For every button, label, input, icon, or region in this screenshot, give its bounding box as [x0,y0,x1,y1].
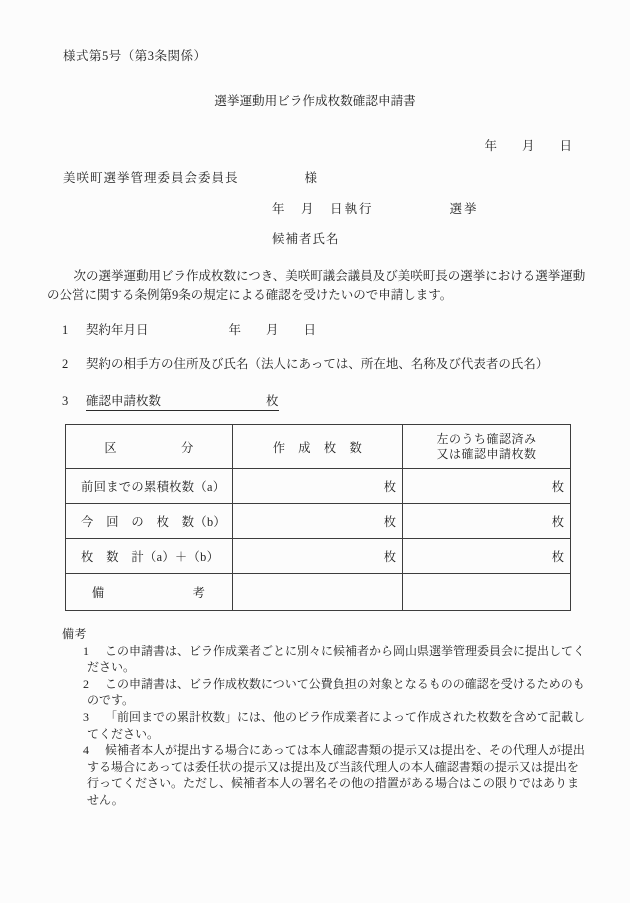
item-contract-date [62,320,316,338]
note-item-4 [62,742,587,808]
counts-table [65,424,571,611]
table-row-remarks: 備 考 [66,574,571,611]
header-made-count: 作 成 枚 数 [233,425,403,469]
note-number: 4 [83,743,89,758]
item-number: 1 [62,323,69,337]
item-contract-party [62,354,548,372]
remarks-cell [233,574,403,611]
table-row-total: 枚 数 計（a）＋（b） 枚 枚 [66,539,571,574]
addressee-line [63,168,318,186]
notes-label: 備考 [62,627,88,641]
note-item-1 [62,643,587,676]
note-number: 3 [83,709,89,724]
notes-section [62,626,587,809]
item-label: 契約年月日 [86,323,149,337]
made-count-cell: 枚 [233,539,403,574]
note-item-3 [62,709,587,742]
unit-label: 枚 [266,394,279,408]
contract-date-fields: 年 月 日 [228,323,317,337]
election-execution-line [272,199,479,217]
election-label: 選挙 [449,202,479,216]
page-title: 選挙運動用ビラ作成枚数確認申請書 [214,94,416,108]
execution-date-label: 年 月 日執行 [272,202,374,216]
table-row-previous-total: 前回までの累積枚数（a） 枚 枚 [66,469,571,504]
intro-paragraph: 次の選挙運動用ビラ作成枚数につき、美咲町議会議員及び美咲町長の選挙における選挙運動の公営に関する条例第9条の規定による確認を受けたいので申請します。 [47,269,586,302]
table-header-row [66,425,571,469]
header-category: 区 分 [66,425,233,469]
addressee-honorific: 様 [304,171,319,185]
note-number: 1 [83,643,89,658]
confirmed-count-cell: 枚 [403,504,571,539]
note-number: 2 [83,676,89,691]
note-text: 候補者本人が提出する場合にあっては本人確認書類の提示又は提出を、その代理人が提出する場合にあっては委任状の提示又は提出及び当該代理人の本人確認書類の提示又は提出を行ってください。ただし、候補者本人の署名その他の措置がある場合はこの限りではありません。 [87,743,585,807]
item-number: 3 [62,394,69,408]
made-count-cell: 枚 [233,469,403,504]
made-count-cell: 枚 [233,504,403,539]
requested-count-fill-line [86,391,279,411]
item-label: 確認申請枚数 [86,394,162,408]
submission-date-line: 年 月 日 [484,139,572,153]
candidate-name-label: 候補者氏名 [272,232,340,246]
item-requested-count [62,391,279,411]
confirmed-count-cell: 枚 [403,539,571,574]
table-row-current-count: 今 回 の 枚 数（b） 枚 枚 [66,504,571,539]
item-number: 2 [62,357,69,371]
header-confirmed-count: 左のうち確認済み 又は確認申請枚数 [403,425,571,469]
note-text: 「前回までの累計枚数」には、他のビラ作成業者によって作成された枚数を含めて記載してください。 [87,709,586,741]
note-text: この申請書は、ビラ作成業者ごとに別々に候補者から岡山県選挙管理委員会に提出してください。 [87,643,586,675]
note-item-2 [62,676,587,709]
item-label: 契約の相手方の住所及び氏名（法人にあっては、所在地、名称及び代表者の氏名） [86,357,549,371]
remarks-cell [403,574,571,611]
form-number: 様式第5号（第3条関係） [63,49,207,63]
confirmed-count-cell: 枚 [403,469,571,504]
addressee-name: 美咲町選挙管理委員会委員長 [63,171,239,185]
note-text: この申請書は、ビラ作成枚数について公費負担の対象となるものの確認を受けるためのものです。 [87,676,585,708]
